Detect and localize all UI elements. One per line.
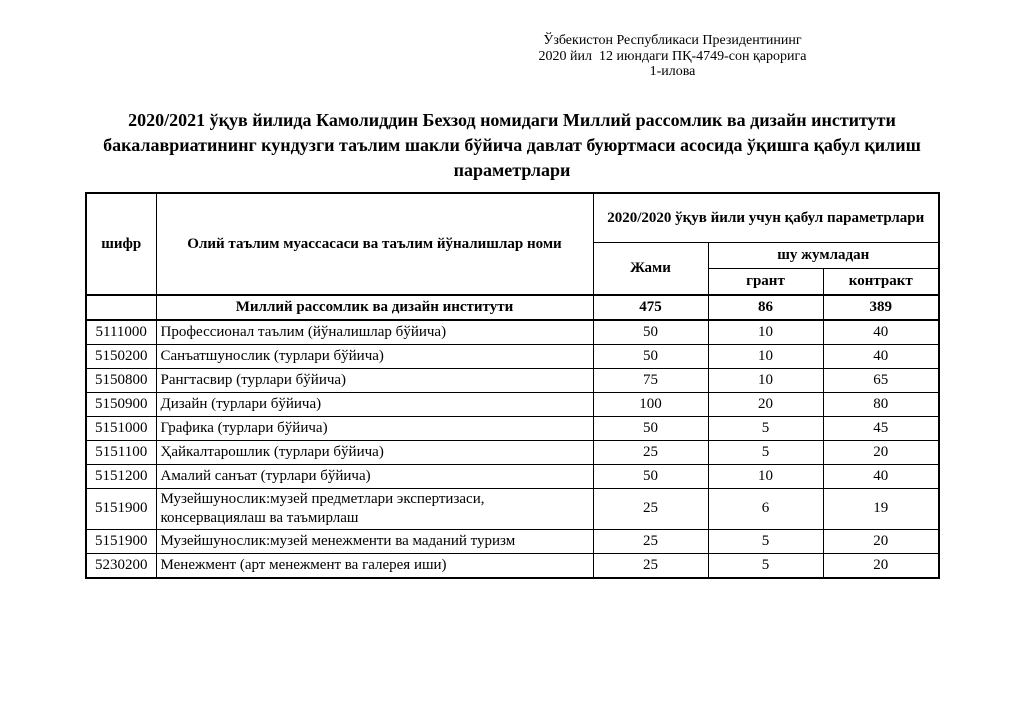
row-name-cell: Профессионал таълим (йўналишлар бўйича) — [156, 320, 593, 345]
row-name-cell: Амалий санъат (турлари бўйича) — [156, 465, 593, 489]
row-total-cell: 50 — [593, 417, 708, 441]
header-code: шифр — [86, 193, 156, 295]
row-name-cell: Графика (турлари бўйича) — [156, 417, 593, 441]
header-admission-group: 2020/2020 ўқув йили учун қабул параметрлари — [593, 193, 939, 243]
row-name-cell: Санъатшунослик (турлари бўйича) — [156, 345, 593, 369]
table-row — [86, 345, 939, 369]
table-body — [86, 295, 939, 578]
row-contract-cell: 65 — [823, 369, 939, 393]
row-contract-cell: 20 — [823, 553, 939, 578]
table-row — [86, 553, 939, 578]
row-total-cell: 50 — [593, 320, 708, 345]
summary-name-cell: Миллий рассомлик ва дизайн институти — [156, 295, 593, 320]
row-total-cell: 50 — [593, 345, 708, 369]
header-contract: контракт — [823, 269, 939, 296]
row-grant-cell: 5 — [708, 417, 823, 441]
decree-reference — [345, 33, 1000, 80]
table-row — [86, 393, 939, 417]
row-contract-cell: 40 — [823, 465, 939, 489]
summary-total-cell: 475 — [593, 295, 708, 320]
row-total-cell: 50 — [593, 465, 708, 489]
summary-grant-cell: 86 — [708, 295, 823, 320]
header-total: Жами — [593, 243, 708, 296]
row-code-cell: 5150900 — [86, 393, 156, 417]
table-row — [86, 441, 939, 465]
row-total-cell: 25 — [593, 529, 708, 553]
row-code-cell: 5151900 — [86, 489, 156, 530]
table-header — [86, 193, 939, 295]
row-grant-cell: 10 — [708, 369, 823, 393]
row-contract-cell: 40 — [823, 320, 939, 345]
row-code-cell: 5151900 — [86, 529, 156, 553]
row-code-cell: 5151000 — [86, 417, 156, 441]
header-grant: грант — [708, 269, 823, 296]
row-grant-cell: 5 — [708, 553, 823, 578]
row-code-cell: 5150200 — [86, 345, 156, 369]
row-contract-cell: 40 — [823, 345, 939, 369]
row-name-cell: Музейшунослик:музей менежменти ва маданий туризм — [156, 529, 593, 553]
row-contract-cell: 20 — [823, 529, 939, 553]
table-row — [86, 489, 939, 530]
table-row — [86, 529, 939, 553]
table-row — [86, 417, 939, 441]
row-grant-cell: 10 — [708, 320, 823, 345]
table-row — [86, 369, 939, 393]
row-total-cell: 100 — [593, 393, 708, 417]
row-total-cell: 75 — [593, 369, 708, 393]
page-title: 2020/2021 ўқув йилида Камолиддин Бехзод номидаги Миллий рассомлик ва дизайн институти бакалавриатининг кундузги таълим шакли бўйича давлат буюртмаси асосида ўқишга қабул қилиш параметрлари — [103, 110, 921, 180]
row-grant-cell: 5 — [708, 441, 823, 465]
row-contract-cell: 19 — [823, 489, 939, 530]
decree-line-2: 2020 йил 12 июндаги ПҚ-4749-сон қарорига — [538, 48, 807, 64]
decree-line-3: 1-илова — [649, 64, 696, 80]
row-grant-cell: 5 — [708, 529, 823, 553]
row-grant-cell: 10 — [708, 345, 823, 369]
row-code-cell: 5151200 — [86, 465, 156, 489]
summary-contract-cell: 389 — [823, 295, 939, 320]
row-contract-cell: 45 — [823, 417, 939, 441]
table-row — [86, 320, 939, 345]
row-name-cell: Музейшунослик:музей предметлари экспертизаси, консервациялаш ва таъмирлаш — [156, 489, 593, 530]
institute-summary-row — [86, 295, 939, 320]
admission-parameters-table — [85, 192, 940, 579]
row-grant-cell: 10 — [708, 465, 823, 489]
header-including: шу жумладан — [708, 243, 939, 269]
row-name-cell: Рангтасвир (турлари бўйича) — [156, 369, 593, 393]
row-total-cell: 25 — [593, 441, 708, 465]
row-grant-cell: 6 — [708, 489, 823, 530]
row-grant-cell: 20 — [708, 393, 823, 417]
row-total-cell: 25 — [593, 553, 708, 578]
summary-code-cell — [86, 295, 156, 320]
row-code-cell: 5230200 — [86, 553, 156, 578]
row-total-cell: 25 — [593, 489, 708, 530]
row-name-cell: Дизайн (турлари бўйича) — [156, 393, 593, 417]
row-name-cell: Менежмент (арт менежмент ва галерея иши) — [156, 553, 593, 578]
row-code-cell: 5111000 — [86, 320, 156, 345]
decree-line-1: Ўзбекистон Республикаси Президентининг — [543, 33, 802, 48]
row-code-cell: 5151100 — [86, 441, 156, 465]
table-row — [86, 465, 939, 489]
header-row-group — [86, 193, 939, 243]
header-institution-name: Олий таълим муассасаси ва таълим йўналишлар номи — [156, 193, 593, 295]
row-name-cell: Ҳайкалтарошлик (турлари бўйича) — [156, 441, 593, 465]
row-code-cell: 5150800 — [86, 369, 156, 393]
row-contract-cell: 20 — [823, 441, 939, 465]
row-contract-cell: 80 — [823, 393, 939, 417]
